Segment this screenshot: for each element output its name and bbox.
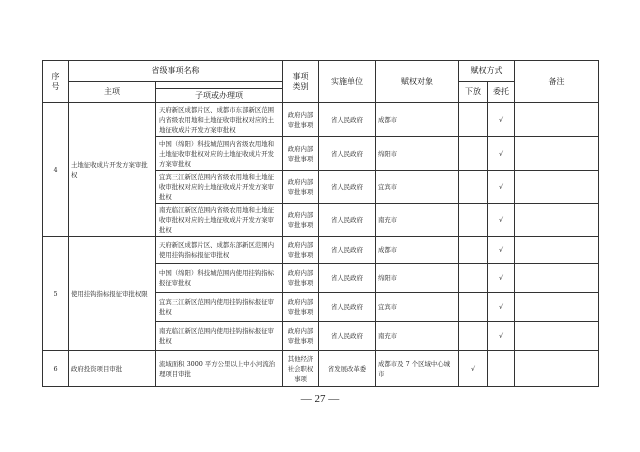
row-entrust: √ [488,264,515,293]
row-category: 政府内部审批事项 [283,204,319,237]
row-implementer: 省人民政府 [319,204,376,237]
row-remarks [515,322,599,351]
row-implementer: 省人民政府 [319,322,376,351]
row-main-item: 土地征收成片开发方案审批权 [69,103,156,237]
row-sub-item: 宜宾三江新区范围内省级农用地和土地征收审批权对应的土地征收成片开发方案审批权 [156,171,283,204]
row-remarks [515,264,599,293]
row-implementer: 省人民政府 [319,103,376,137]
row-grantee: 绵阳市 [376,264,459,293]
header-remarks: 备注 [515,61,599,103]
row-entrust: √ [488,103,515,137]
header-grantee: 赋权对象 [376,61,459,103]
row-category: 政府内部审批事项 [283,293,319,322]
row-entrust: √ [488,237,515,264]
row-sub-item: 南充临江新区范围内使用挂钩指标报征审批权 [156,322,283,351]
header-delegate-down: 下放 [459,82,488,103]
row-entrust: √ [488,171,515,204]
row-implementer: 省人民政府 [319,171,376,204]
row-grantee: 南充市 [376,322,459,351]
page-number: — 27 — [300,393,340,405]
row-grantee: 成都市 [376,103,459,137]
row-grantee: 宜宾市 [376,171,459,204]
row-down [459,204,488,237]
row-category: 其他经济社会职权事项 [283,351,319,387]
row-sub-item: 南充临江新区范围内省级农用地和土地征收审批权对应的土地征收成片开发方案审批权 [156,204,283,237]
header-method-group: 赋权方式 [459,61,515,82]
row-down [459,237,488,264]
row-implementer: 省发展改革委 [319,351,376,387]
row-grantee: 成都市 [376,237,459,264]
row-main-item: 使用挂钩指标报征审批权限 [69,237,156,351]
row-implementer: 省人民政府 [319,137,376,171]
row-category: 政府内部审批事项 [283,137,319,171]
row-entrust: √ [488,204,515,237]
row-grantee: 成都市及 7 个区域中心城市 [376,351,459,387]
row-remarks [515,351,599,387]
row-remarks [515,171,599,204]
row-grantee: 宜宾市 [376,293,459,322]
authority-table [42,60,599,387]
row-main-item: 政府投资项目审批 [69,351,156,387]
row-implementer: 省人民政府 [319,293,376,322]
row-down [459,264,488,293]
row-down [459,137,488,171]
row-remarks [515,237,599,264]
row-remarks [515,137,599,171]
row-entrust: √ [488,293,515,322]
row-grantee: 绵阳市 [376,137,459,171]
row-entrust: √ [488,322,515,351]
header-sub-item: 子项或办理项 [156,89,283,103]
row-category: 政府内部审批事项 [283,103,319,137]
row-category: 政府内部审批事项 [283,264,319,293]
header-seq: 序号 [43,61,69,103]
row-grantee: 南充市 [376,204,459,237]
table-row [43,237,599,264]
row-seq: 5 [43,237,69,351]
row-sub-item: 中国（绵阳）科技城范围内使用挂钩指标报征审批权 [156,264,283,293]
header-category: 事项类别 [283,61,319,103]
row-entrust: √ [488,137,515,171]
row-entrust [488,351,515,387]
row-category: 政府内部审批事项 [283,322,319,351]
row-seq: 4 [43,103,69,237]
row-sub-item: 流域面积 3000 平方公里以上中小河流治理项目审批 [156,351,283,387]
table-row [43,103,599,137]
header-name-group: 省级事项名称 [69,61,283,82]
row-down [459,171,488,204]
row-seq: 6 [43,351,69,387]
row-sub-item: 中国（绵阳）科技城范围内省级农用地和土地征收审批权对应的土地征收成片开发方案审批权 [156,137,283,171]
row-down [459,103,488,137]
table-row [43,351,599,387]
row-category: 政府内部审批事项 [283,171,319,204]
header-entrust: 委托 [488,82,515,103]
row-sub-item: 天府新区成都片区、成都市东部新区范围内省级农用地和土地征收审批权对应的土地征收成片开发方案审批权 [156,103,283,137]
row-down [459,293,488,322]
row-sub-item: 宜宾三江新区范围内使用挂钩指标报征审批权 [156,293,283,322]
row-down: √ [459,351,488,387]
row-implementer: 省人民政府 [319,264,376,293]
header-implementer: 实施单位 [319,61,376,103]
row-remarks [515,204,599,237]
header-main-item: 主项 [69,82,156,103]
row-remarks [515,103,599,137]
row-remarks [515,293,599,322]
row-implementer: 省人民政府 [319,237,376,264]
row-down [459,322,488,351]
row-category: 政府内部审批事项 [283,237,319,264]
row-sub-item: 天府新区成都片区、成都东部新区范围内使用挂钩指标报征审批权 [156,237,283,264]
